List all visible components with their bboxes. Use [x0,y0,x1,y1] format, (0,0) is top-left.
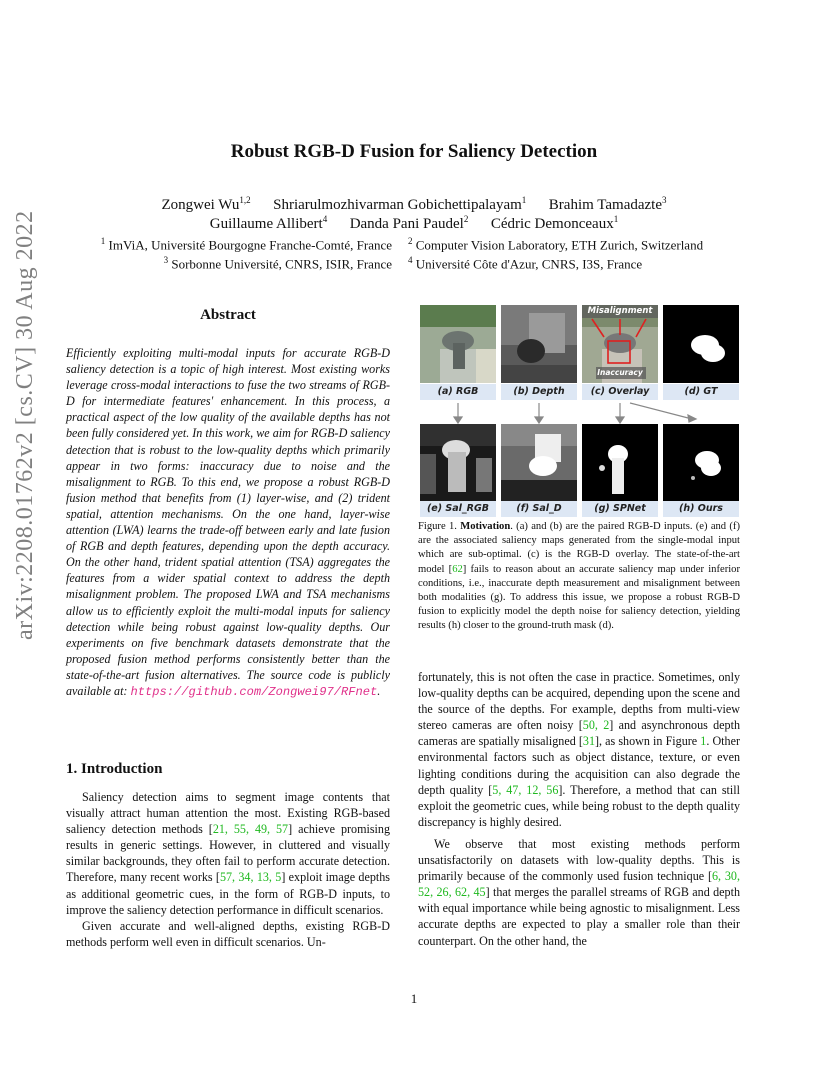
figure-1 [420,305,740,517]
author-name: Guillaume Allibert [209,216,323,232]
author-sup: 1,2 [239,195,251,205]
author-sup: 3 [662,195,667,205]
figure-arrows [420,401,740,425]
ours-mask-icon [663,424,739,502]
author-name: Zongwei Wu [161,197,240,213]
affiliation-3: $^3$ Sorbonne Université, CNRS, ISIR, France [163,255,392,272]
figure-tile-overlay [582,305,658,383]
intro-paragraph: Saliency detection aims to segment image contents that visually attract human attention the most. Existing RGB-based saliency detection methods [21, 55, 49, 57] achieve promising results in generic settings. However, in cluttered and visually similar backgrounds, they often fail to perform accurate detection. Therefore, many recent works [57, 34, 13, 5] exploit image depths as additional geometric cues, in the form of RGB-D inputs, to improve the saliency detection performance in difficult scenarios. [66,790,391,917]
figure-label: (b) Depth [501,384,577,400]
gt-mask-icon [663,305,739,383]
abstract-body: Efficiently exploiting multi-modal inputs for accurate RGB-D saliency detection is a topic of high interest. Most existing works leverage cross-modal interactions to fuse the two streams of RGB-D for intermediate features' enhancement. In this process, a practical aspect of the low quality of the available depths has not been fully considered yet. In this work, we aim for RGB-D saliency detection that is robust to the low-quality depths which primarily appear in two forms: inaccuracy due to noise and the misalignment to RGB. To this end, we propose a robust RGB-D fusion method that benefits from (1) layer-wise, and (2) trident spatial, attention mechanisms. On the one hand, layer-wise attention (LWA) learns the trade-off between early and late fusion of RGB and depth features, depending upon the depth accuracy. On the other hand, trident spatial attention (TSA) aggregates the features from a wider spatial context to address the depth misalignment problem. The proposed LWA and TSA mechanisms allow us to efficiently exploit the multi-modal inputs for saliency detection while being robust against low-quality depths. Our experiments on five benchmark datasets demonstrate that the proposed fusion method performs consistently better than the state-of-the-art fusion alternatives. The source code is publicly available at: https://github.com/Zongwei97/RFnet. [66,346,390,699]
figure-tile-rgb [420,305,496,383]
section-heading-introduction: 1. Introduction [66,761,163,777]
affiliation-4: $^4$ Université Côte d'Azur, CNRS, I3S, France [408,255,643,272]
arxiv-identifier-stamp: arXiv:2208.01762v2 [cs.CV] 30 Aug 2022 [12,210,38,640]
figure-label: (h) Ours [663,501,739,517]
author-sup: 1 [521,195,527,205]
citation-link[interactable]: 5, 47, 12, 56 [492,782,559,797]
misalignment-label: Misalignment [587,306,653,316]
citation-link[interactable]: 57, 34, 13, 5 [219,870,282,885]
author-sup: 1 [613,214,619,224]
figure-tile-depth [501,305,577,383]
figure-label: (f) Sal_D [501,501,577,517]
right-column-body [418,669,740,949]
author-sup: 4 [322,214,328,224]
source-code-link[interactable]: https://github.com/Zongwei97/RFnet [130,684,378,699]
figure-label: (c) Overlay [582,384,658,400]
body-paragraph: We observe that most existing methods perform unsatisfactorily on datasets with low-quality depths. This is primarily because of the commonly used fusion technique [6, 30, 52, 26, 62, 45] that merges the parallel streams of RGB and depth with equal importance while being agnostic to misalignment. Less accurate depths are expected to play a smaller role than their counterpart. On the other hand, the [418,836,741,948]
citation-link[interactable]: 50, 2 [582,718,610,733]
citation-link[interactable]: 62 [452,563,463,575]
authors-line-1 [0,195,828,214]
paper-title: Robust RGB-D Fusion for Saliency Detection [230,141,598,162]
affiliation-1: $^1$ ImViA, Université Bourgogne Franche-Comté, France [100,236,392,253]
inaccuracy-label: Inaccuracy [597,368,643,377]
figure-tile-gt [663,305,739,383]
abstract-heading: Abstract [200,307,256,323]
author-name: Cédric Demonceaux [490,216,614,232]
author-sup: 2 [463,214,469,224]
page-number: 1 [410,991,418,1006]
citation-link[interactable]: 31 [582,734,595,749]
figure-label: (g) SPNet [582,501,658,517]
figure-tile-spnet [582,424,658,502]
authors-line-2 [0,214,828,233]
body-paragraph: fortunately, this is not often the case in practice. Sometimes, only low-quality depths can be acquired, depending upon the scene and the source of the depths. For example, depths from multi-view stereo cameras are often noisy [50, 2] and asynchronous depth cameras are spatially misaligned [31], as shown in Figure 1. Other environmental factors such as object distance, texture, or even lighting conditions during the acquisition can also degrade the depth quality [5, 47, 12, 56]. Therefore, a method that can still exploit the geometric cues, while being robust to the depth quality discrepancy is highly desired. [418,670,741,829]
author-name: Danda Pani Paudel [349,216,464,232]
figure-caption: Figure 1. Motivation. (a) and (b) are the paired RGB-D inputs. (e) and (f) are the associated saliency maps generated from the single-modal input which are sub-optimal. (c) is the RGB-D overlay. The state-of-the-art model [62] fails to reason about an accurate saliency map under inferior conditions, i.e., inaccurate depth measurement and misalignment between both modalities (g). To address this issue, we propose a robust RGB-D fusion to explicitly model the depth noise for saliency detection, yielding results (h) closer to the ground-truth mask (d). [418,521,740,632]
depth-image-icon [501,305,577,383]
figure-label: (d) GT [663,384,739,400]
figure-label: (e) Sal_RGB [420,501,496,517]
author-name: Shriarulmozhivarman Gobichettipalayam [273,197,522,213]
figure-tile-ours [663,424,739,502]
author-name: Brahim Tamadazte [548,197,662,213]
figure-reference-link[interactable]: 1 [700,734,707,749]
figure-tile-sal-d [501,424,577,502]
abstract-text: Efficiently exploiting multi-modal inputs for accurate RGB-D saliency detection is a topic of high interest. Most existing works leverage cross-modal interactions to fuse the two streams of RGB-D for intermediate features' enhancement. In this process, a practical aspect of the low quality of the available depths has not been fully considered yet. In this work, we aim for RGB-D saliency detection that is robust to the low-quality depths which primarily appear in two forms: inaccuracy due to noise and the misalignment to RGB. To this end, we propose a robust RGB-D fusion method that benefits from (1) layer-wise, and (2) trident spatial, attention mechanisms. On the one hand, layer-wise attention (LWA) learns the trade-off between early and late fusion of RGB and depth features, depending upon the depth accuracy. On the other hand, trident spatial attention (TSA) aggregates the features from a wider spatial context to address the depth misalignment problem. The proposed LWA and TSA mechanisms allow us to efficiently exploit the multi-modal inputs for saliency detection while being robust against low-quality depths. Our experiments on five benchmark datasets demonstrate that the proposed fusion method performs consistently better than the state-of-the-art fusion alternatives. The source code is publicly available at: [66,346,390,698]
sal-rgb-image-icon [420,424,496,502]
affiliation-2: $^2$ Computer Vision Laboratory, ETH Zurich, Switzerland [408,236,704,253]
figure-label: (a) RGB [420,384,496,400]
intro-paragraph: Given accurate and well-aligned depths, existing RGB-D methods perform well even in difficult scenarios. Un- [66,918,390,949]
rgb-image-icon [420,305,496,383]
figure-tile-sal-rgb [420,424,496,502]
citation-link[interactable]: 6, 30, 52, 26, 62, 45 [418,869,740,900]
caption-bold: Motivation [460,521,511,532]
spnet-image-icon [582,424,658,502]
citation-link[interactable]: 21, 55, 49, 57 [212,822,289,837]
sal-d-image-icon [501,424,577,502]
introduction-body [66,789,390,950]
